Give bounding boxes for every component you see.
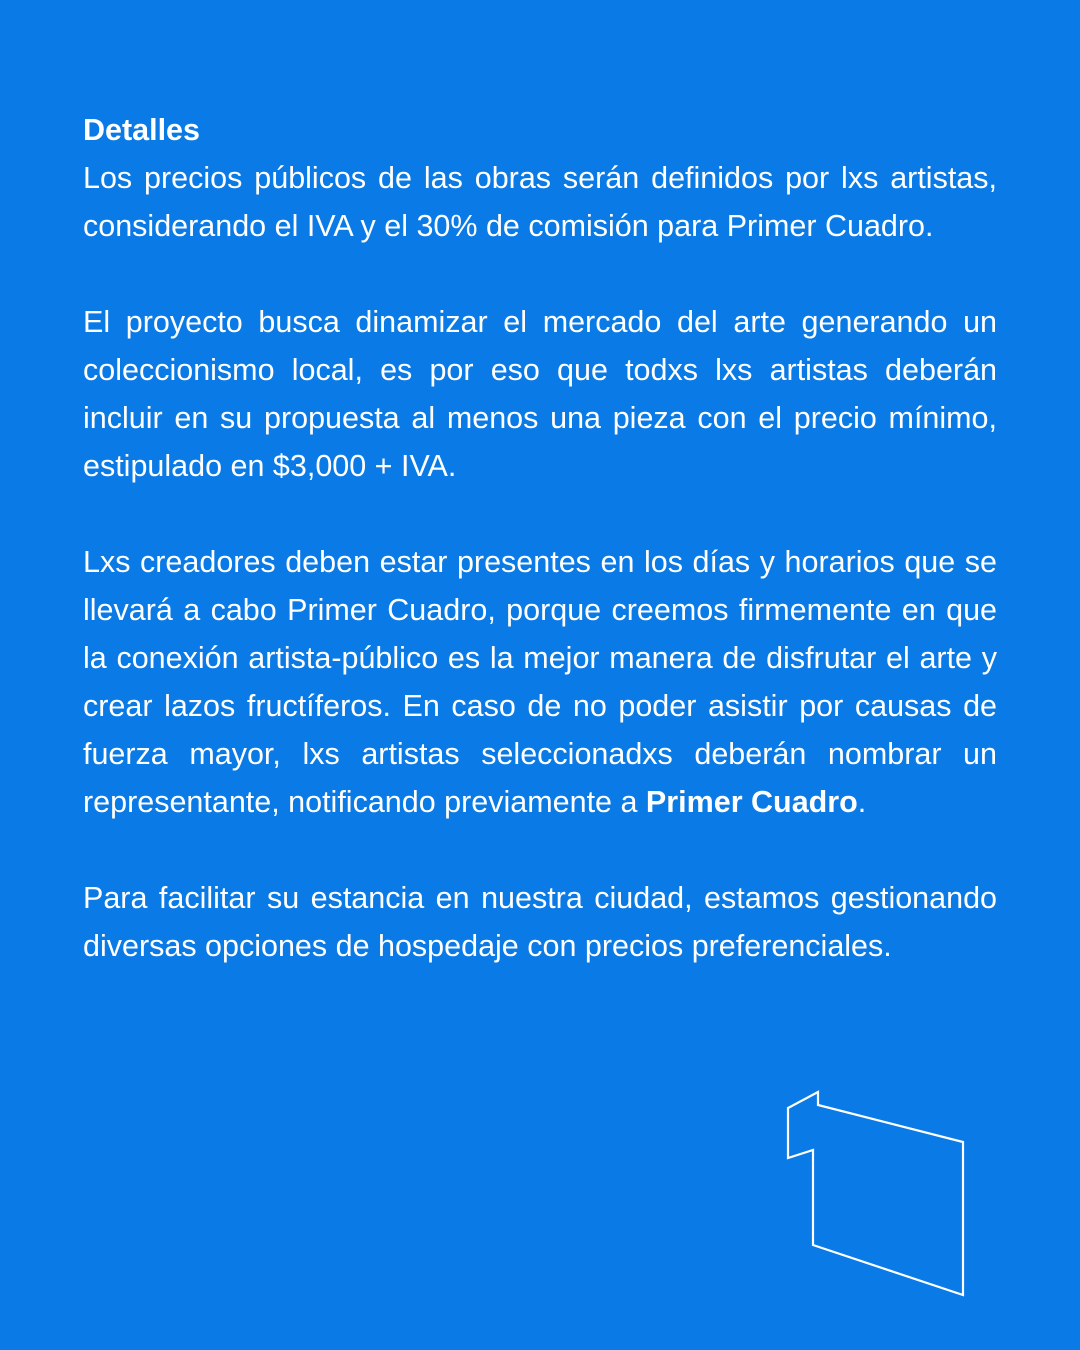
paragraph-attendance: [83, 538, 997, 826]
main-content: [83, 106, 997, 970]
section-heading: Detalles: [83, 113, 200, 147]
paragraph-collecting: El proyecto busca dinamizar el mercado del arte generando un coleccionismo local, es por eso que todxs lxs artistas deberán incluir en su propuesta al menos una pieza con el precio mínimo, estipulado en $3,000 + IVA.: [83, 305, 997, 483]
paragraph-prices: Los precios públicos de las obras serán definidos por lxs artistas, considerando el IVA y el 30% de comisión para Primer Cuadro.: [83, 161, 997, 243]
primer-cuadro-logo-icon: [770, 1080, 980, 1310]
attendance-text: Lxs creadores deben estar presentes en los días y horarios que se llevará a cabo Primer Cuadro, porque creemos firmemente en que la conexión artista-público es la mejor manera de disfrutar el arte y crear lazos fructíferos. En caso de no poder asistir por causas de fuerza mayor, lxs artistas seleccionadxs deberán nombrar un representante, notificando previamente a: [83, 545, 997, 819]
brand-name-bold: Primer Cuadro: [645, 785, 858, 819]
paragraph-lodging: Para facilitar su estancia en nuestra ciudad, estamos gestionando diversas opciones de hospedaje con precios preferenciales.: [83, 881, 997, 963]
attendance-period: .: [857, 785, 867, 819]
